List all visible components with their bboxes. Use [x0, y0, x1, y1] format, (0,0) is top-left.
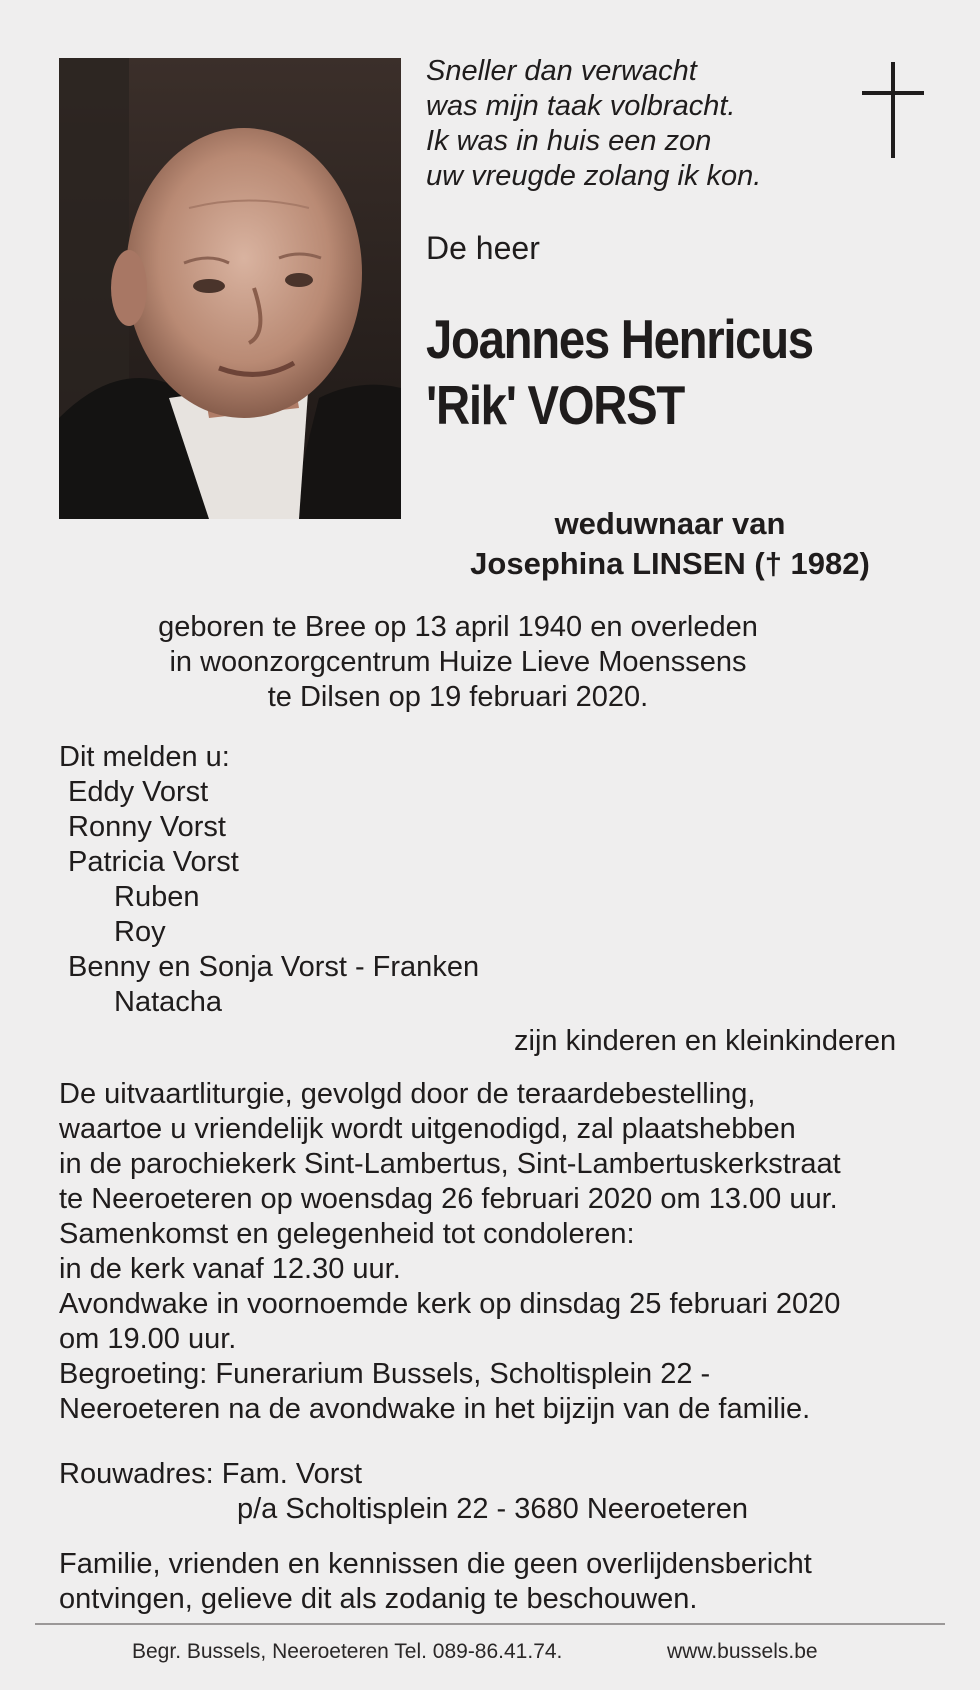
- divider: [35, 1623, 945, 1625]
- poem-line: uw vreugde zolang ik kon.: [426, 160, 762, 192]
- name-line: 'Rik' VORST: [426, 374, 684, 436]
- family-member: Benny en Sonja Vorst - Franken: [68, 951, 480, 983]
- poem-line: Ik was in huis een zon: [426, 125, 712, 157]
- honorific: De heer: [426, 230, 540, 266]
- poem-line: was mijn taak volbracht.: [426, 90, 736, 122]
- funeral-line: Avondwake in voornoemde kerk op dinsdag 25 februari 2020: [59, 1288, 841, 1320]
- family-member: Natacha: [114, 986, 223, 1018]
- poem-line: Sneller dan verwacht: [426, 55, 697, 87]
- widow-line: Josephina LINSEN († 1982): [470, 546, 870, 581]
- portrait-photo: [59, 58, 401, 519]
- born-line: geboren te Bree op 13 april 1940 en overleden: [158, 611, 758, 643]
- widow-line: weduwnaar van: [554, 506, 786, 541]
- born-line: in woonzorgcentrum Huize Lieve Moenssens: [169, 646, 747, 678]
- footer-website: www.bussels.be: [667, 1640, 818, 1663]
- footer-undertaker: Begr. Bussels, Neeroeteren Tel. 089-86.41.74.: [132, 1640, 563, 1663]
- family-member: Ronny Vorst: [68, 811, 226, 843]
- poem: [426, 54, 761, 194]
- funeral-line: Neeroeteren na de avondwake in het bijzijn van de familie.: [59, 1393, 811, 1425]
- address-line: Rouwadres: Fam. Vorst: [59, 1458, 362, 1490]
- funeral-line: waartoe u vriendelijk wordt uitgenodigd, zal plaatshebben: [59, 1113, 796, 1145]
- funeral-line: Samenkomst en gelegenheid tot condoleren:: [59, 1218, 635, 1250]
- born-line: te Dilsen op 19 februari 2020.: [267, 681, 649, 713]
- family-member: Eddy Vorst: [68, 776, 209, 808]
- cross-icon: [862, 62, 924, 158]
- closing-line: Familie, vrienden en kennissen die geen overlijdensbericht: [59, 1548, 812, 1580]
- funeral-line: De uitvaartliturgie, gevolgd door de teraardebestelling,: [59, 1078, 756, 1110]
- family-intro: Dit melden u:: [59, 741, 230, 773]
- family-member: Ruben: [114, 881, 200, 913]
- widower-of: [370, 504, 970, 584]
- mourning-address: [59, 1457, 748, 1527]
- funeral-line: in de kerk vanaf 12.30 uur.: [59, 1253, 401, 1285]
- family-relation: zijn kinderen en kleinkinderen: [514, 1025, 897, 1057]
- name-line: Joannes Henricus: [426, 308, 813, 370]
- funeral-line: in de parochiekerk Sint-Lambertus, Sint-Lambertuskerkstraat: [59, 1148, 841, 1180]
- family-member: Roy: [114, 916, 166, 948]
- address-line: p/a Scholtisplein 22 - 3680 Neeroeteren: [237, 1493, 749, 1525]
- family-member: Patricia Vorst: [68, 846, 239, 878]
- closing-line: ontvingen, gelieve dit als zodanig te beschouwen.: [59, 1583, 698, 1615]
- funeral-line: om 19.00 uur.: [59, 1323, 237, 1355]
- funeral-details: [59, 1077, 841, 1427]
- closing-note: [59, 1547, 812, 1617]
- funeral-line: Begroeting: Funerarium Bussels, Scholtisplein 22 -: [59, 1358, 711, 1390]
- birth-death-statement: [0, 610, 980, 715]
- family-list: [59, 740, 479, 1020]
- funeral-line: te Neeroeteren op woensdag 26 februari 2020 om 13.00 uur.: [59, 1183, 838, 1215]
- deceased-name: [426, 306, 813, 438]
